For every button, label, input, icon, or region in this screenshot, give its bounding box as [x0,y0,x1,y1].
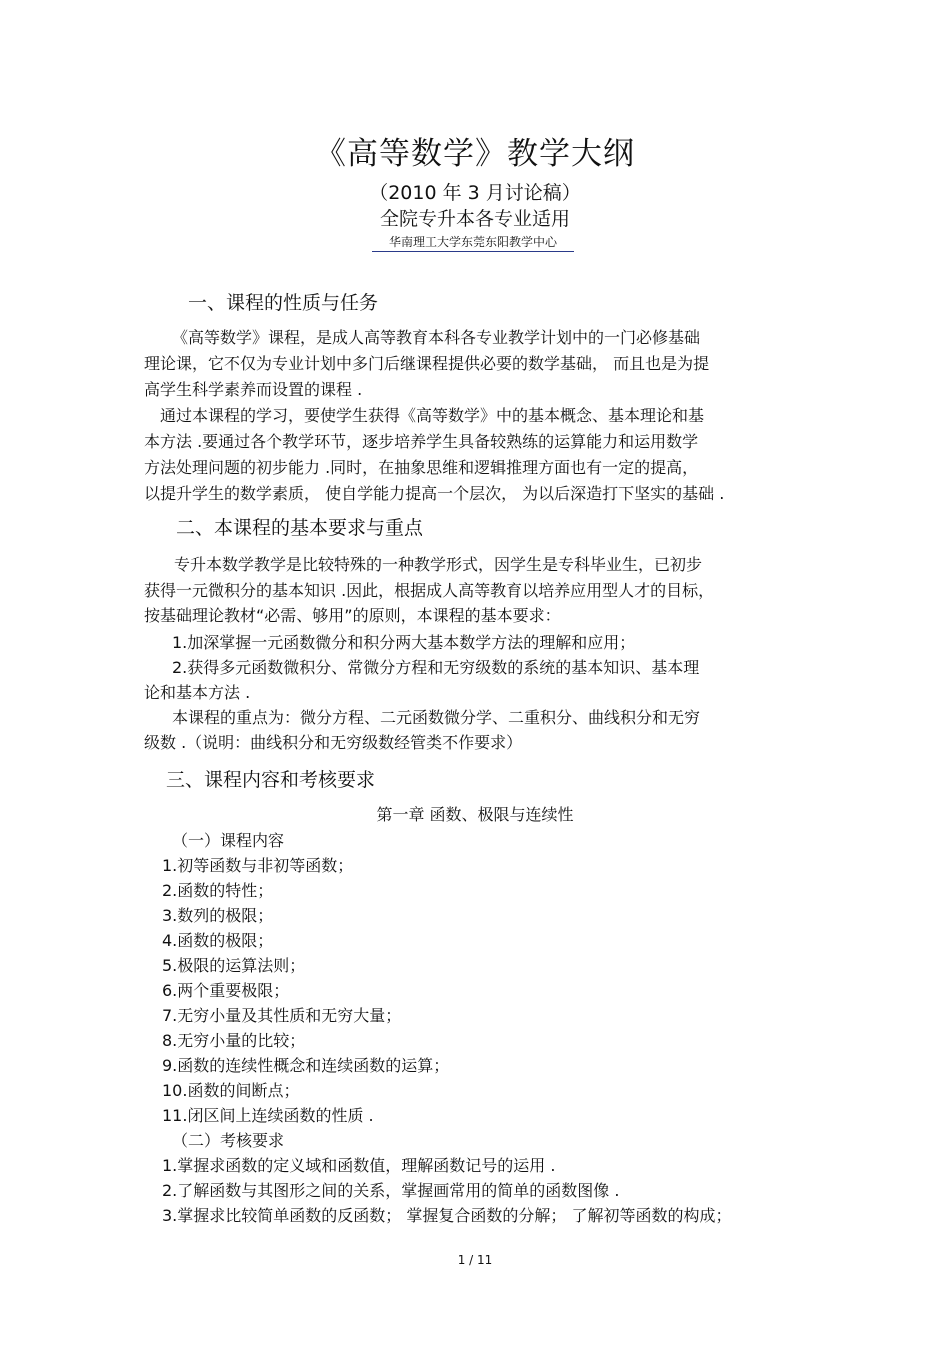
requirement-item: 论和基本方法 . [144,683,251,702]
requirement-item: 2.获得多元函数微积分、常微分方程和无穷级数的系统的基本知识、基本理 [172,658,700,677]
content-item: 6.两个重要极限； [162,981,290,1000]
chapter-heading: 第一章 函数、极限与连续性 [376,805,574,824]
content-item: 11.闭区间上连续函数的性质 . [162,1106,374,1125]
paragraph-line: 高学生科学素养而设置的课程 . [144,380,363,399]
section3-heading: 三、课程内容和考核要求 [166,769,376,791]
applicability-note: 全院专升本各专业适用 [379,208,570,230]
content-item: 10.函数的间断点； [162,1081,300,1100]
content-item: 4.函数的极限； [162,931,274,950]
content-item: 8.无穷小量的比较； [162,1031,306,1050]
requirement-item: 1.加深掌握一元函数微分和积分两大基本数学方法的理解和应用； [172,633,636,652]
paragraph-line: 《高等数学》课程，是成人高等教育本科各专业教学计划中的一门必修基础 [172,328,701,347]
content-item: 1.初等函数与非初等函数； [162,856,354,875]
paragraph-line: 方法处理问题的初步能力 .同时，在抽象思维和逻辑推理方面也有一定的提高， [144,458,699,477]
document-subtitle: （2010 年 3 月讨论稿） [369,182,581,204]
paragraph-line: 以提升学生的数学素质， 使自学能力提高一个层次， 为以后深造打下坚实的基础 . [144,484,725,503]
section2-heading: 二、本课程的基本要求与重点 [176,517,424,539]
content-item: 3.数列的极限； [162,906,274,925]
exam-item: 3.掌握求比较简单函数的反函数； 掌握复合函数的分解； 了解初等函数的构成； [162,1206,732,1225]
paragraph-line: 获得一元微积分的基本知识 .因此，根据成人高等教育以培养应用型人才的目标， [144,581,715,600]
paragraph-line: 通过本课程的学习，要使学生获得《高等数学》中的基本概念、基本理论和基 [160,406,705,425]
page-number: 1 / 11 [457,1253,493,1267]
content-item: 2.函数的特性； [162,881,274,900]
document-title: 《高等数学》教学大纲 [315,136,635,172]
exam-item: 1.掌握求函数的定义域和函数值，理解函数记号的运用 . [162,1156,556,1175]
exam-subheading: （二）考核要求 [172,1131,285,1150]
paragraph-line: 按基础理论教材“必需、够用”的原则，本课程的基本要求： [144,606,561,625]
content-subheading: （一）课程内容 [172,831,285,850]
exam-item: 2.了解函数与其图形之间的关系，掌握画常用的简单的函数图像 . [162,1181,620,1200]
focus-line: 级数 .（说明：曲线积分和无穷级数经管类不作要求） [144,733,523,752]
paragraph-line: 理论课，它不仅为专业计划中多门后继课程提供必要的数学基础， 而且也是为提 [144,354,710,373]
focus-line: 本课程的重点为：微分方程、二元函数微分学、二重积分、曲线积分和无穷 [172,708,701,727]
paragraph-line: 本方法 .要通过各个教学环节，逐步培养学生具备较熟练的运算能力和运用数学 [144,432,699,451]
section1-heading: 一、课程的性质与任务 [188,292,379,314]
paragraph-line: 专升本数学教学是比较特殊的一种教学形式，因学生是专科毕业生，已初步 [174,555,703,574]
content-item: 5.极限的运算法则； [162,956,306,975]
content-item: 9.函数的连续性概念和连续函数的运算； [162,1056,450,1075]
organization-name: 华南理工大学东莞东阳教学中心 [372,233,574,252]
content-item: 7.无穷小量及其性质和无穷大量； [162,1006,402,1025]
